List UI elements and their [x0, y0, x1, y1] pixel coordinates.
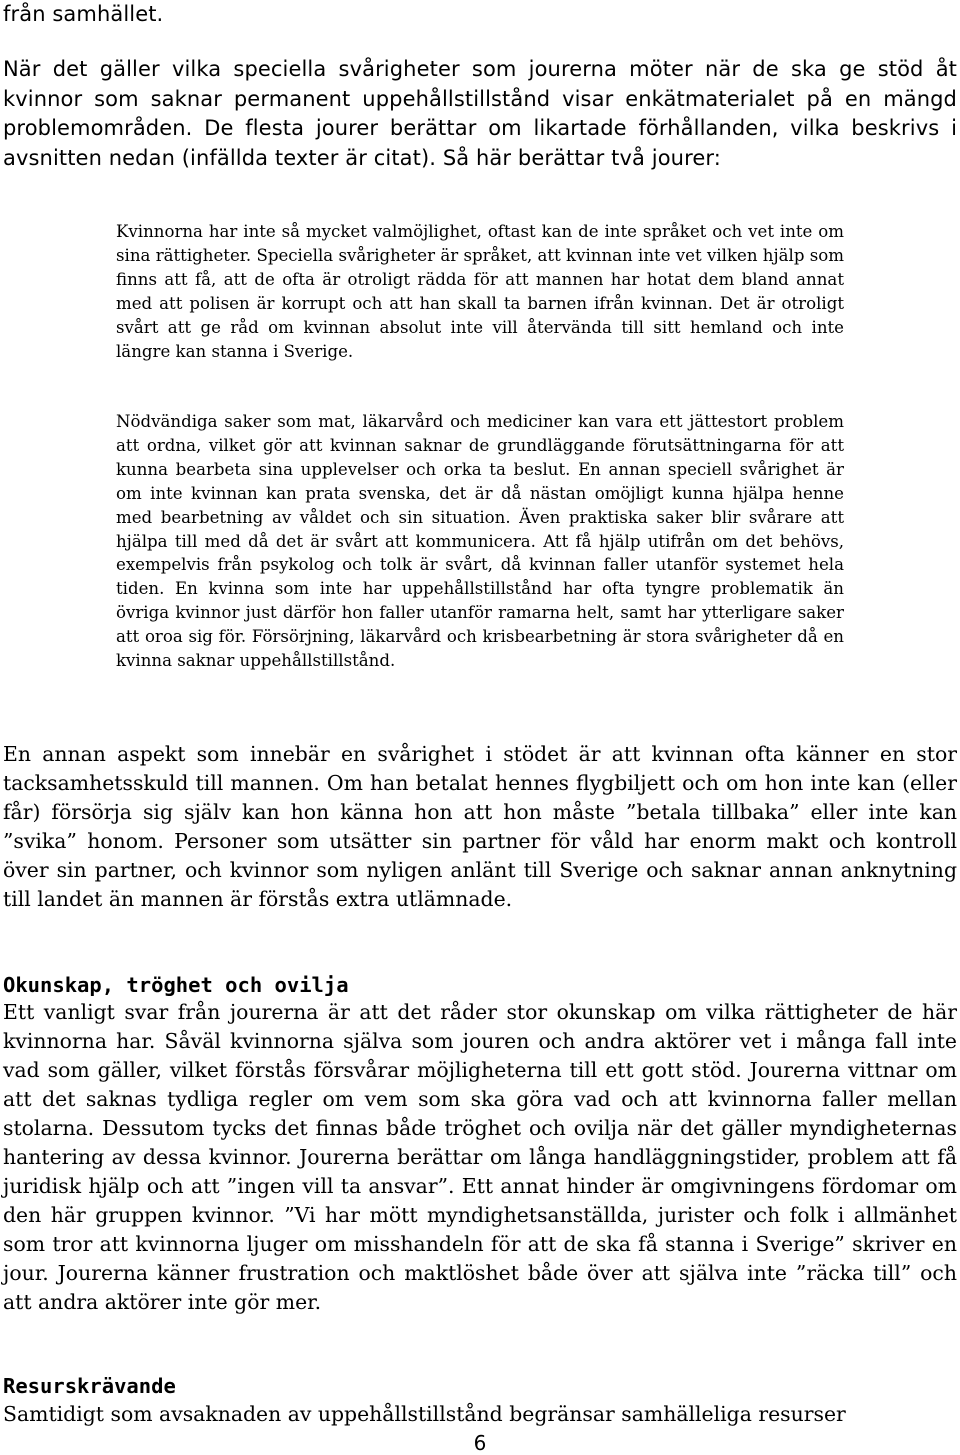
section-heading-resurskravande: Resurskrävande — [3, 1374, 176, 1398]
opening-fragment: från samhället. — [3, 2, 164, 26]
section-heading-okunskap: Okunskap, tröghet och ovilja — [3, 973, 349, 997]
page-number: 6 — [473, 1431, 487, 1455]
section-body-resurskravande: Samtidigt som avsaknaden av uppehållstillstånd begränsar samhälleliga resurser — [3, 1402, 846, 1426]
intro-paragraph: När det gäller vilka speciella svårigheter som jourerna möter när de ska ge stöd åt kvinnor som saknar permanent uppehållstillstånd visar enkätmaterialet på en mängd problemområden. De flesta jourer berättar om likartade förhållanden, vilka beskrivs i avsnitten nedan (infällda texter är citat). Så här berättar två jourer: — [3, 57, 957, 170]
aspect-paragraph: En annan aspekt som innebär en svårighet i stödet är att kvinnan ofta känner en stor tacksamhetsskuld till mannen. Om han betalat hennes flygbiljett och om hon inte kan (eller får) försörja sig själv kan hon känna hon att hon måste ”betala tillbaka” eller inte kan ”svika” honom. Personer som utsätter sin partner för våld har enorm makt och kontroll över sin partner, och kvinnor som nyligen anlänt till Sverige och saknar annan anknytning till landet än mannen är förstås extra utlämnade. — [3, 742, 957, 911]
quote-block-1: Kvinnorna har inte så mycket valmöjlighet, oftast kan de inte språket och vet inte om sina rättigheter. Speciella svårigheter är språket, att kvinnan inte vet vilken hjälp som finns att få, att de ofta är otroligt rädda för att mannen har hotat dem bland annat med att polisen är korrupt och att han skall ta barnen ifrån kvinnan. Det är otroligt svårt att ge råd om kvinnan absolut inte vill återvända till sitt hemland och inte längre kan stanna i Sverige. — [116, 222, 844, 361]
section-body-okunskap: Ett vanligt svar från jourerna är att det råder stor okunskap om vilka rättigheter de här kvinnorna har. Såväl kvinnorna själva som jouren och andra aktörer vet i många fall inte vad som gäller, vilket förstås försvårar möjligheterna till ett gott stöd. Jourerna vittnar om att det saknas tydliga regler om vem som ska göra vad och att kvinnorna faller mellan stolarna. Dessutom tycks det finnas både tröghet och ovilja när det gäller myndigheternas hantering av dessa kvinnor. Jourerna berättar om långa handläggningstider, problem att få juridisk hjälp och att ”ingen vill ta ansvar”. Ett annat hinder är omgivningens fördomar om den här gruppen kvinnor. ”Vi har mött myndighetsanställda, jurister och folk i allmänhet som tror att kvinnorna ljuger om misshandeln för att de ska få stanna i Sverige” skriver en jour. Jourerna känner frustration och maktlöshet både över att själva inte ”räcka till” och att andra aktörer inte gör mer. — [3, 1000, 957, 1314]
quote-block-2: Nödvändiga saker som mat, läkarvård och mediciner kan vara ett jättestort problem att ordna, vilket gör att kvinnan saknar de grundläggande förutsättningarna för att kunna bearbeta sina upplevelser och orka ta beslut. En annan speciell svårighet är om inte kvinnan kan prata svenska, det är då nästan omöjligt kunna hjälpa henne med bearbetning av våldet och sin situation. Även praktiska saker blir svårare att hjälpa till med då det är svårt att kommunicera. Att få hjälp utifrån om det behövs, exempelvis från psykolog och tolk är svårt, då kvinnan faller utanför systemet hela tiden. En kvinna som inte har uppehållstillstånd har ofta tyngre problematik än övriga kvinnor just därför hon faller utanför ramarna helt, samt har ytterligare saker att oroa sig för. Försörjning, läkarvård och krisbearbetning är stora svårigheter då en kvinna saknar uppehållstillstånd. — [116, 412, 844, 671]
